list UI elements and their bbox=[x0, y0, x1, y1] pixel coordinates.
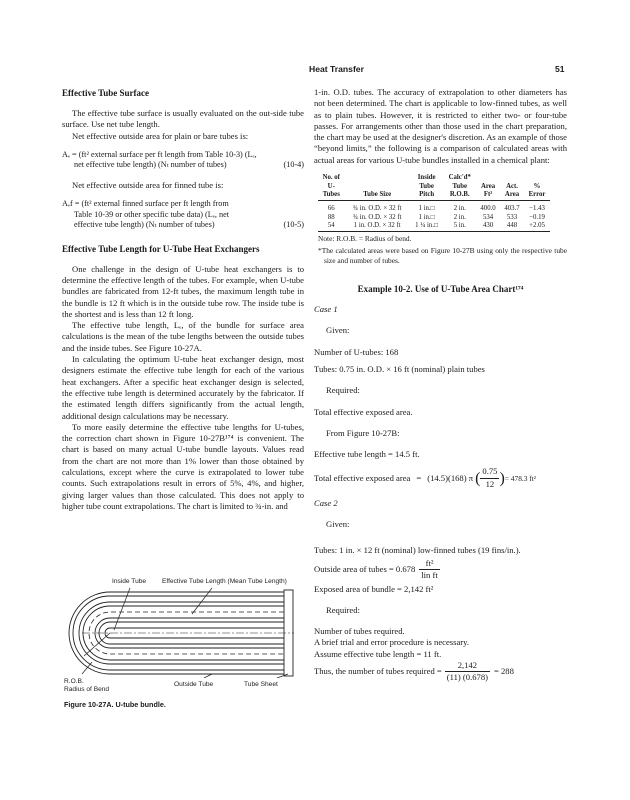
equation-fraction bbox=[445, 660, 490, 684]
paragraph: One challenge in the design of U-tube heat exchangers is to determine the effective length of the tubes. For example, when U-tube bundles are fabricated from 12-ft tubes, the maximum length tube in the bundle is 12 ft which is in the outside tube row. The inside tube is the shortest and is less than 12 ft long. bbox=[62, 263, 304, 319]
table-cell: 5 in. bbox=[453, 222, 466, 230]
table-header-cell: R.O.B. bbox=[449, 191, 470, 199]
section-heading-effective-surface: Effective Tube Surface bbox=[62, 88, 149, 98]
table-header-cell bbox=[524, 174, 550, 183]
table-header-cell: No. of bbox=[322, 174, 340, 182]
table-cell: ¾ in. O.D. × 32 ft bbox=[352, 213, 402, 221]
radius-line bbox=[84, 633, 110, 656]
table-cell: 1 ¼ in.□ bbox=[415, 222, 439, 230]
table-header-cell bbox=[345, 174, 410, 183]
paragraph: To more easily determine the effective tube lengths for U-tubes, the correction chart shown in Figure 10-27B¹⁷⁴ is convenient. The chart is based on many actual U-tube bundle layouts. Values read from the chart are not more than 1% lower than those obtained by calculations, except where the curve is extrapolated to lower tube counts. Such extrapolations result in errors of 5%, 4%, and higher, giving larger values than those calculated. This does not apply to higher tube count extrapolations. The chart is limited to ¾-in. and bbox=[62, 421, 304, 511]
table-header-cell: Error bbox=[528, 191, 546, 199]
equation-label: Thus, the number of tubes required = bbox=[314, 666, 442, 677]
solution-line: Effective tube length = 14.5 ft. bbox=[314, 449, 420, 460]
fraction-numerator: 2,142 bbox=[445, 660, 490, 672]
table-header-cell: Tube bbox=[452, 182, 467, 190]
given-line: Tubes: 0.75 in. O.D. × 16 ft (nominal) plain tubes bbox=[314, 363, 485, 374]
table-cell: 448 bbox=[506, 222, 518, 230]
total-area-equation: Total effective exposed area = (14.5)(168) π ( $\frac{0.75}{12}$ ) = 478.3 ft² bbox=[314, 466, 537, 489]
equation-number: (10-5) bbox=[283, 220, 304, 230]
label-rob: R.O.B. bbox=[64, 678, 84, 685]
page-number: 51 bbox=[555, 64, 565, 74]
case-heading: Case 1 bbox=[314, 304, 338, 315]
table-cell: ¾ in. O.D. × 32 ft bbox=[352, 205, 402, 213]
table-header-row bbox=[318, 183, 550, 192]
table-header-cell: Area bbox=[480, 182, 496, 190]
paragraph: Net effective outside area for finned tube is: bbox=[72, 179, 224, 190]
table-cell: 1 in.□ bbox=[418, 205, 435, 213]
equation-line: Aₑf = (ft² external finned surface per ft length from bbox=[62, 199, 229, 209]
equation-10-4 bbox=[62, 150, 304, 171]
table-cell: 1 in.□ bbox=[418, 213, 435, 221]
table-cell: 2 in. bbox=[453, 213, 466, 221]
label-effective-length: Effective Tube Length (Mean Tube Length) bbox=[162, 578, 287, 585]
equation-label: Total effective exposed area bbox=[314, 472, 411, 483]
table-cell: 534 bbox=[482, 213, 494, 221]
solution-line: Assume effective tube length = 11 ft. bbox=[314, 648, 442, 659]
table-header-row bbox=[318, 174, 550, 183]
figure-utube-bundle bbox=[62, 578, 304, 718]
table-cell: 430 bbox=[482, 222, 494, 230]
table-header-cell: Area bbox=[504, 191, 520, 199]
table-header-cell: Calc'd* bbox=[448, 174, 471, 182]
right-column bbox=[314, 87, 567, 684]
table-footnote: *The calculated areas were based on Figure 10-27B using only the respective tube size and number of tubes. bbox=[318, 246, 567, 265]
solution-line: A brief trial and error procedure is necessary. bbox=[314, 637, 470, 648]
table-header-cell: Tube Size bbox=[363, 191, 392, 199]
leader-line bbox=[204, 674, 212, 678]
equation-result: = 478.3 ft² bbox=[504, 473, 537, 483]
comparison-table bbox=[318, 174, 550, 232]
paragraph: The effective tube length, Lₑ, of the bundle for surface area calculations is the mean of the tube lengths between the outside tubes and the inside tubes. See Figure 10-27A. bbox=[62, 320, 304, 353]
fraction-denominator: (11) (0.678) bbox=[446, 672, 488, 683]
table-cell: 54 bbox=[327, 222, 335, 230]
fraction-numerator: 0.75 bbox=[480, 466, 499, 478]
case-heading: Case 2 bbox=[314, 498, 338, 509]
label-radius-of-bend: Radius of Bend bbox=[64, 686, 110, 693]
required-label: Required: bbox=[326, 604, 360, 615]
table-header-cell bbox=[500, 174, 524, 183]
table-header-cell: U- bbox=[327, 182, 335, 190]
running-header: Heat Transfer bbox=[309, 64, 364, 74]
table-header-cell: Tube bbox=[419, 182, 434, 190]
section-heading-utube-length: Effective Tube Length for U-Tube Heat Exchangers bbox=[62, 243, 260, 254]
paragraph: Net effective outside area for plain or bare tubes is: bbox=[72, 130, 249, 141]
table-header-cell: Inside bbox=[417, 174, 436, 182]
equation-line: net effective tube length) (Nₜ number of tubes) bbox=[74, 160, 227, 170]
table-note: Note: R.O.B. = Radius of bend. bbox=[318, 233, 412, 243]
equation-result: = 288 bbox=[493, 666, 514, 677]
table-cell: −0.19 bbox=[529, 213, 545, 221]
table-cell: 66 bbox=[327, 205, 335, 213]
tubes-required-equation bbox=[314, 660, 567, 684]
label-tube-sheet: Tube Sheet bbox=[244, 681, 278, 688]
table-row bbox=[318, 222, 550, 231]
table-header-row bbox=[318, 191, 550, 200]
table-row bbox=[318, 205, 550, 214]
table-cell: 400.0 bbox=[480, 205, 496, 213]
paragraph: In calculating the optimum U-tube heat exchanger design, most designers estimate the effective tube length for each of the various heat exchangers. After a specific heat exchanger design is selected, the effective tube length is determined accurately by the fabricator. If the estimated length differs significantly from the actual length, additional design calculations may be necessary. bbox=[62, 354, 304, 421]
left-column bbox=[62, 87, 304, 512]
required-label: Required: bbox=[326, 385, 360, 396]
table-row bbox=[318, 214, 550, 223]
table-header-cell: Pitch bbox=[419, 191, 435, 199]
table-header-cell: % bbox=[533, 182, 541, 190]
equation-line: effective tube length) (Nₜ number of tubes) bbox=[74, 220, 215, 230]
table-cell: 88 bbox=[327, 213, 335, 221]
fraction-denominator: lin ft bbox=[421, 570, 438, 581]
equation-number: (10-4) bbox=[283, 160, 304, 170]
table-header-cell: Act. bbox=[506, 182, 518, 190]
table-header-cell: Tubes bbox=[322, 191, 340, 199]
table-cell: −1.43 bbox=[529, 205, 545, 213]
paragraph: 1-in. O.D. tubes. The accuracy of extrapolation to other diameters has not been determined. The chart is applicable to low-finned tubes, as well as to plain tubes. However, it is restricted to either two- or four-tube passes. For arrangements other than those used in the chart preparation, the chart may be used at the designer's discretion. As an example of those “beyond limits,” the following is a comparison of calculated areas with actual areas for various U-tube bundles installed in a chemical plant: bbox=[314, 87, 567, 165]
given-line: Number of U-tubes: 168 bbox=[314, 346, 399, 357]
given-line: Exposed area of bundle = 2,142 ft² bbox=[314, 583, 434, 594]
equation-fraction bbox=[480, 466, 499, 490]
label-inside-tube: Inside Tube bbox=[112, 578, 147, 585]
fraction-numerator: ft² bbox=[419, 558, 439, 570]
table-header-cell bbox=[345, 183, 410, 192]
paragraph: The effective tube surface is usually evaluated on the out-side tube surface. Use net tube length. bbox=[62, 108, 304, 130]
table-cell: 1 in. O.D. × 32 ft bbox=[353, 222, 401, 230]
leader-line bbox=[114, 588, 130, 630]
utube-bundle-drawing bbox=[62, 586, 304, 678]
table-cell: +2.05 bbox=[529, 222, 545, 230]
given-label: Given: bbox=[326, 519, 350, 530]
fraction-denominator: 12 bbox=[485, 478, 495, 489]
equation-fraction bbox=[419, 558, 439, 582]
solution-line: From Figure 10-27B: bbox=[326, 427, 400, 438]
given-label: Given: bbox=[326, 325, 350, 336]
table-cell: 2 in. bbox=[453, 205, 466, 213]
table-header-cell bbox=[476, 174, 500, 183]
table-header-cell: Ft² bbox=[483, 191, 493, 199]
required-line: Total effective exposed area. bbox=[314, 406, 413, 417]
equation-line: Table 10-39 or other specific tube data) (Lₑ, net bbox=[74, 209, 229, 219]
equation-10-5 bbox=[62, 199, 304, 231]
label-outside-tube: Outside Tube bbox=[174, 681, 214, 688]
equation-expr: (14.5)(168) π bbox=[427, 472, 474, 483]
figure-caption: Figure 10-27A. U-tube bundle. bbox=[64, 700, 166, 709]
equation-line: Aₑ = (ft² external surface per ft length from Table 10-3) (Lₑ, bbox=[62, 149, 257, 159]
given-line bbox=[314, 558, 567, 582]
table-cell: 403.7 bbox=[504, 205, 520, 213]
table-cell: 533 bbox=[506, 213, 518, 221]
required-line: Number of tubes required. bbox=[314, 626, 405, 637]
given-line: Tubes: 1 in. × 12 ft (nominal) low-finned tubes (19 fins/in.). bbox=[314, 544, 521, 555]
given-text: Outside area of tubes = 0.678 bbox=[314, 564, 416, 575]
example-title: Example 10-2. Use of U-Tube Area Chart¹⁷⁴ bbox=[357, 284, 524, 295]
